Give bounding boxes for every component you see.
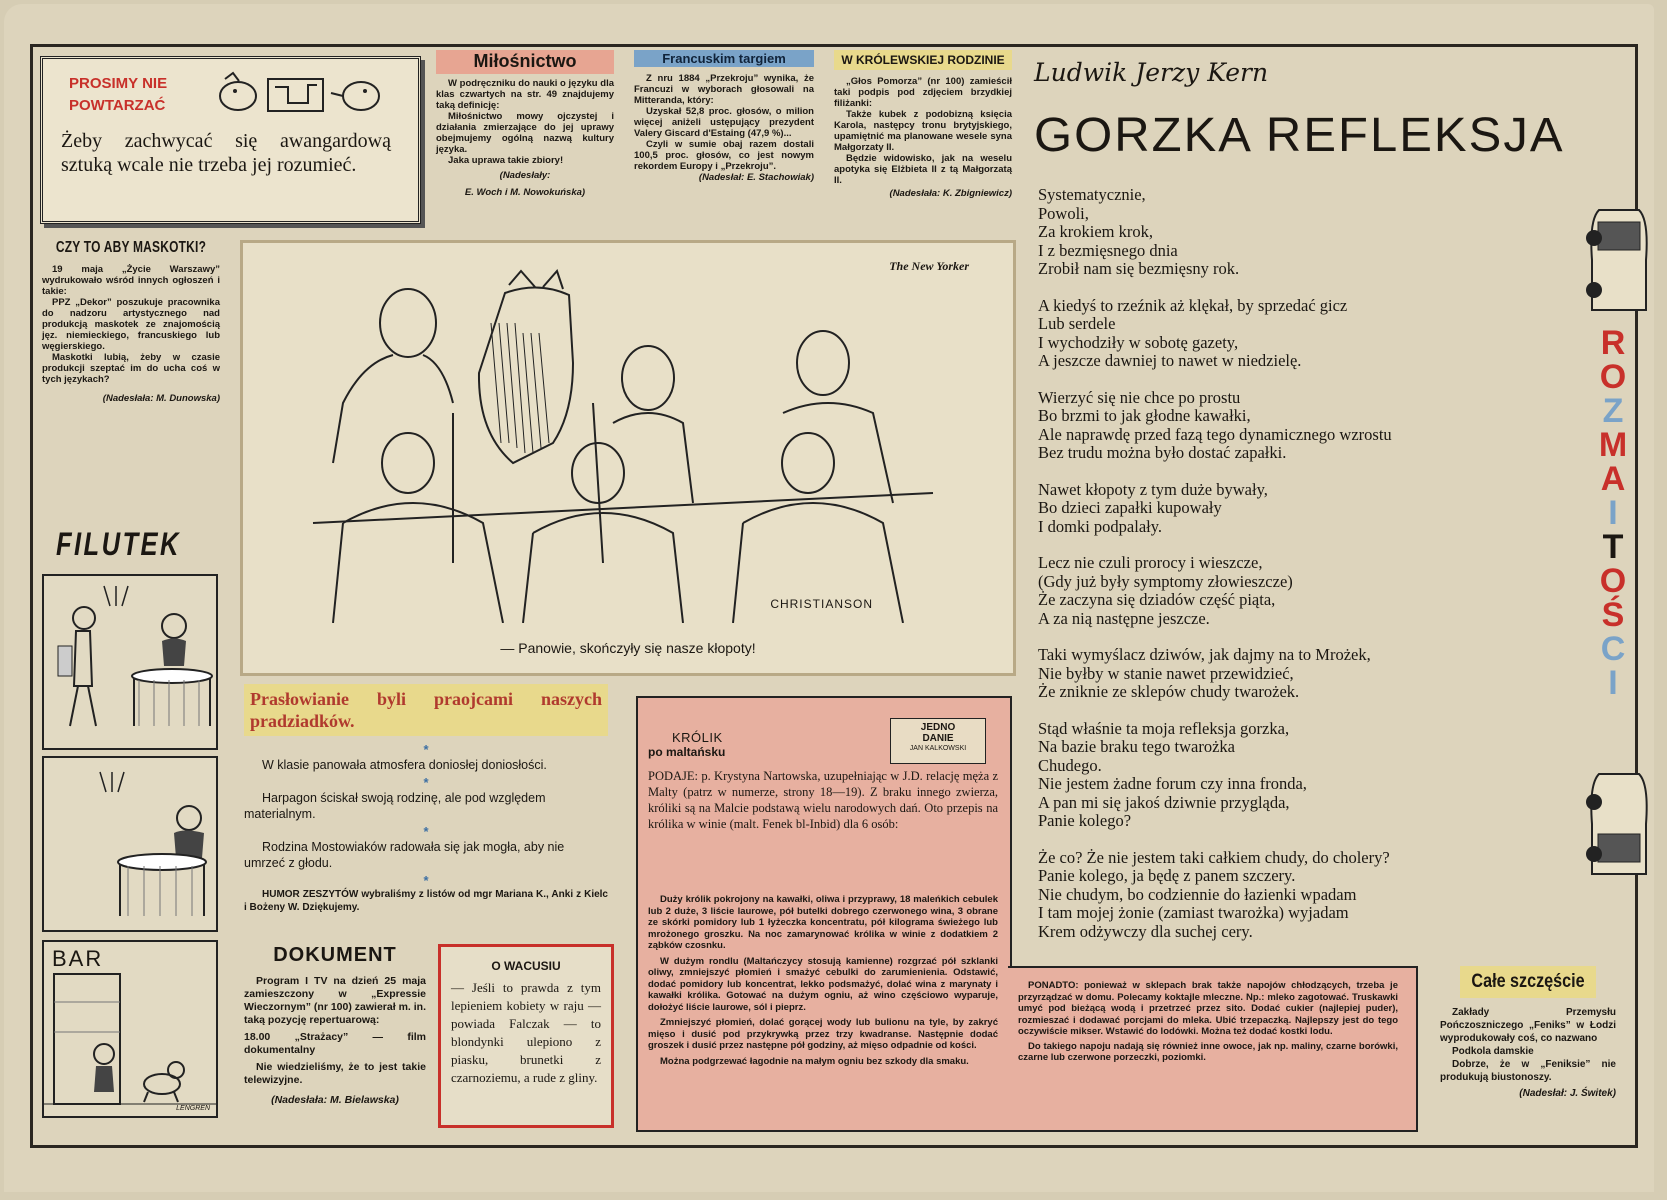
jedno-danie-author: JAN KALKOWSKI	[909, 745, 967, 752]
milosnictwo-section	[436, 50, 614, 198]
prosimy-body: Żeby zachwycać się awangardową sztuką wcale nie trzeba jej rozumieć.	[61, 130, 391, 176]
poem-line: Że zniknie ze sklepów chudy twarożek.	[1038, 682, 1300, 701]
rozmaitosci-letter: T	[1602, 528, 1624, 566]
dokument-p2: 18.00 „Strażacy” — film dokumentalny	[244, 1031, 426, 1056]
poem-line: Lub serdele	[1038, 314, 1116, 333]
poem-line: Bez trudu można było dostać zapałki.	[1038, 443, 1287, 462]
krolik-title-1: KRÓLIK	[672, 730, 723, 745]
krolik-p2: W dużym rondlu (Maltańczycy stosują kamienne) rozgrzać pół szklanki oliwy, zmniejszyć płomień i smażyć cebulki do zarumienienia. Odstawić, dodać pomidory lub koncentrat, lekko podsmażyć, dolać wina z marynaty i kawałki królika. Gotować na dużym ogniu, aż wino częściowo wyparuje, dołożyć liście laurowe, sól i pieprz.	[648, 955, 998, 1013]
milosnictwo-p3: Jaka uprawa takie zbiory!	[448, 155, 564, 166]
poem-line: Bo dzieci zapałki kupowały	[1038, 498, 1222, 517]
krolik-p3: Zmniejszyć płomień, dolać gorącej wody lub bulionu na tyle, by zakryć mięso i dusić pod przykrywką przez trzy kwadranse. Następnie dodać groszek i dusić przez następne pół godziny, aż mięso odpadnie od kości.	[648, 1017, 998, 1051]
krolik-box	[636, 696, 1012, 1132]
rozmaitosci-letter: I	[1608, 664, 1618, 702]
francuskim-signature: (Nadesłał: E. Stachowiak)	[698, 172, 814, 183]
prosimy-title: PROSIMY NIE POWTARZAĆ	[69, 75, 168, 114]
talking-heads-drawing	[213, 69, 413, 119]
poem-line: Nie jestem żadne forum czy inna fronda,	[1038, 774, 1307, 793]
krolewskiej-p1: „Głos Pomorza” (nr 100) zamieścił taki podpis pod zdjęciem brzydkiej filiżanki:	[834, 76, 1012, 109]
poem-line: Nawet kłopoty z tym duże bywały,	[1038, 479, 1268, 499]
praslowianie-p1: W klasie panowała atmosfera doniosłej doniosłości.	[262, 758, 547, 772]
cale-p3: Dobrze, że w „Feniksie” nie produkują biustonoszy.	[1440, 1059, 1616, 1083]
dokument-p1: Program I TV na dzień 25 maja zamieszczony w „Expressie Wieczornym” (nr 100) zawierał m. in. taką pozycję repertuarową:	[244, 975, 426, 1026]
cartoon-caption: — Panowie, skończyły się nasze kłopoty!	[500, 640, 756, 656]
krolik-p1: Duży królik pokrojony na kawałki, oliwa i przyprawy, 18 maleńkich cebulek lub 2 duże, 3 liście laurowe, pół butelki dobrego czerwonego wina, 3 obrane ze skórki pomidory lub 1 łyżeczka koncentratu, pół kilograma świeżego lub mrożonego groszku. Na noc zamarynować królika w winie z dodatkiem 2 ząbków czosnku.	[648, 894, 998, 951]
poem-line: Panie kolego, ja będę z panem szczery.	[1038, 866, 1296, 885]
poem-line: Systematycznie,	[1038, 185, 1146, 204]
cartoon-artist: CHRISTIANSON	[770, 597, 873, 611]
filutek-panel-2	[42, 756, 218, 932]
bar-sign: BAR	[52, 946, 104, 971]
poem-author: Ludwik Jerzy Kern	[1034, 58, 1269, 87]
krolewskiej-p2: Także kubek z podobizną księcia Karola, następcy tronu brytyjskiego, upamiętnić ma planowane wesele syna Małgorzaty II.	[834, 109, 1012, 153]
czy-title: CZY TO ABY MASKOTKI?	[55, 237, 207, 257]
praslowianie-star-2: *	[423, 775, 429, 790]
rozmaitosci-vertical	[1588, 326, 1638, 700]
poem-line: I domki podpalały.	[1038, 516, 1163, 536]
czy-p1: 19 maja „Życie Warszawy” wydrukowało wśród innych ogłoszeń i takie:	[42, 264, 220, 297]
poem-line: Że zaczyna się dziadów część piąta,	[1038, 590, 1276, 609]
cale-p1: Zakłady Przemysłu Pończoszniczego „Feniks” w Łodzi wyprodukowały coś, co nazwano	[1440, 1007, 1616, 1044]
car-bottom-icon	[1584, 764, 1654, 884]
krolewskiej-section	[834, 50, 1012, 199]
czy-section	[42, 237, 220, 404]
milosnictwo-p2: Miłośnictwo mowy ojczystej i działania zmierzające do jej uprawy obejmujemy ogólną nazwą kultury języka.	[436, 111, 614, 155]
krolewskiej-signature: (Nadesłała: K. Zbigniewicz)	[889, 188, 1012, 199]
francuskim-section	[634, 50, 814, 183]
rozmaitosci-letter: O	[1599, 358, 1627, 396]
czy-p2: PPZ „Dekor” poszukuje pracownika do nadzoru artystycznego nad produkcją maskotek ze znajomością jęz. niemieckiego, francuskiego lub węgierskiego.	[42, 297, 220, 352]
filutek-signature: LENGREN	[176, 1105, 210, 1112]
jedno-danie-line-2: DANIE	[922, 733, 954, 744]
krolik-intro: PODAJE: p. Krystyna Nartowska, uzupełniając w J.D. relację męża z Malty (patrz w numerze, strony 18—19). Z braku innego zwierza, króliki są na Malcie podstawą wielu narodowych dań. Oto przepis na królika w winie (malt. Fenek bl-Inbid) dla 6 osób:	[648, 769, 998, 831]
czy-signature: (Nadesłała: M. Dunowska)	[102, 393, 220, 404]
poem-line: I wychodziły w sobotę gazety,	[1038, 332, 1239, 352]
filutek-panel-1	[42, 574, 218, 750]
poem-line: Nie byłby w stanie nawet przewidzieć,	[1038, 663, 1294, 683]
filutek-panel-3	[42, 940, 218, 1118]
czy-p3: Maskotki lubią, żeby w czasie produkcji szeptać im do ucha coś w tych językach?	[42, 352, 220, 385]
poem-line: Powoli,	[1038, 203, 1089, 223]
krolik-title-2: po maltańsku	[648, 745, 726, 759]
wacus-box	[438, 944, 614, 1128]
francuskim-p3: Czyli w sumie obaj razem dostali 100,5 proc. głosów, co jest nowym rekordem Europy i „Przekroju”.	[634, 139, 814, 172]
milosnictwo-signature-2: E. Woch i M. Nowokuńska)	[464, 187, 586, 198]
poem-line: Krem odżywczy dla suchej cery.	[1038, 921, 1253, 941]
praslowianie-star-3: *	[423, 824, 429, 839]
praslowianie-footer: HUMOR ZESZYTÓW wybraliśmy z listów od mgr Mariana K., Anki z Kielc i Bożeny W. Dziękujemy.	[244, 889, 608, 913]
cale-p2: Podkola damskie	[1452, 1046, 1534, 1057]
krolik-recipe	[648, 894, 998, 1067]
newspaper-page	[4, 4, 1654, 1192]
poem-line: Zrobił nam się bezmięsny rok.	[1038, 259, 1240, 278]
rozmaitosci-letter: C	[1600, 630, 1626, 668]
poem-line: (Gdy już były symptomy złowieszcze)	[1038, 571, 1293, 591]
praslowianie-p3: Rodzina Mostowiaków radowała się jak mogła, aby nie umrzeć z głodu.	[244, 840, 565, 870]
krolik-p4: Można podgrzewać łagodnie na małym ogniu bez szkody dla smaku.	[660, 1055, 969, 1067]
jedno-danie-line-1: JEDNO	[920, 722, 956, 733]
poem-line: A za nią następne jeszcze.	[1038, 608, 1210, 628]
poem-line: Bo brzmi to jak głodne kawałki,	[1038, 406, 1251, 425]
rozmaitosci-letter: O	[1599, 562, 1627, 600]
ponadto-box	[1008, 966, 1418, 1132]
praslowianie-star-1: *	[423, 742, 429, 757]
poem-line: A jeszcze dawniej to nawet w niedzielę.	[1038, 351, 1302, 370]
poem-line: Lecz nie czuli prorocy i wieszcze,	[1038, 553, 1263, 572]
poem-line: A pan mi się jakoś dziwnie przygląda,	[1038, 792, 1290, 812]
poem-line: Wierzyć się nie chce po prostu	[1038, 387, 1241, 407]
poem-line: Panie kolego?	[1038, 811, 1132, 830]
francuskim-p2: Uzyskał 52,8 proc. głosów, o milion więcej aniżeli ustępujący prezydent Valery Giscard d'Estaing (47,9 %)...	[634, 106, 814, 139]
poem-line: I tam mojej żonie (zamiast twarożka) wyjadam	[1038, 903, 1349, 922]
ponadto-p1: PONADTO: ponieważ w sklepach brak także napojów chłodzących, trzeba je przyrządzać w domu. Polecamy koktajle mleczne. Np.: mleko zagotować. Truskawki umyć pod bieżącą wodą i przetrzeć przez sito. Dodać cukier (najlepiej puder), rozmieszać i dodawać porcjami do mleka. Ubić trzepaczką. Najlepszy jest do tego oczywiście mikser. Wstawić do lodówki. Można też dodać kostki lodu.	[1018, 980, 1398, 1037]
wacus-body: — Jeśli to prawda z tym lepieniem kobiety w raju — powiada Falczak — to blondynki ulepiono z piasku, brunetki z czarnoziemu, a rude z gliny.	[451, 980, 601, 1085]
dokument-signature: (Nadesłała: M. Bielawska)	[271, 1094, 399, 1106]
poem-stanza	[1038, 646, 1558, 702]
poem-stanza	[1038, 554, 1558, 628]
rozmaitosci-letter: R	[1600, 324, 1626, 362]
filutek-waiter-drawing	[44, 576, 216, 748]
poem-stanza	[1038, 849, 1558, 942]
rozmaitosci-letter: M	[1598, 426, 1628, 464]
poem-line: Ale naprawdę przed fazą tego dynamicznego wzrostu	[1038, 424, 1392, 444]
poem-title: GORZKA REFLEKSJA	[1034, 109, 1565, 162]
milosnictwo-p1: W podręczniku do nauki o języku dla klas czwartych na str. 49 znajdujemy taką definicję:	[436, 78, 614, 111]
ponadto-p2: Do takiego napoju nadają się również inne owoce, jak np. maliny, czarne borówki, czarne lub czerwone porzeczki, poziomki.	[1018, 1040, 1398, 1063]
poem-line: Chudego.	[1038, 755, 1102, 775]
rozmaitosci-letter: Ś	[1601, 596, 1625, 634]
praslowianie-title: Prasłowianie byli praojcami naszych pradziadków.	[244, 684, 608, 736]
praslowianie-star-4: *	[423, 873, 429, 888]
dokument-title: DOKUMENT	[273, 944, 397, 966]
poem-line: A kiedyś to rzeźnik aż klękał, by sprzedać gicz	[1038, 295, 1348, 315]
wacus-title: O WACUSIU	[491, 959, 561, 973]
poem-line: Za krokiem krok,	[1038, 222, 1154, 241]
krolewskiej-title: W KRÓLEWSKIEJ RODZINIE	[834, 50, 1012, 70]
rozmaitosci-letter: I	[1608, 494, 1618, 532]
poem-line: Że co? Że nie jestem taki całkiem chudy, do cholery?	[1038, 847, 1390, 867]
rozmaitosci-letter: Z	[1602, 392, 1624, 430]
poem-stanza	[1038, 297, 1558, 371]
francuskim-p1: Z nru 1884 „Przekroju” wynika, że Francuzi w wyborach głosowali na Mitteranda, który:	[634, 73, 814, 106]
krolewskiej-p3: Będzie widowisko, jak na weselu apotyka się Elżbieta II z tą Małgorzatą II.	[834, 153, 1012, 186]
car-top-icon	[1584, 200, 1654, 320]
cale-section	[1440, 966, 1616, 1099]
prosimy-box	[40, 56, 421, 224]
jedno-danie-logo	[890, 718, 986, 764]
milosnictwo-title: Miłośnictwo	[436, 50, 614, 74]
dokument-p3: Nie wiedzieliśmy, że to jest takie telewizyjne.	[244, 1061, 426, 1086]
filutek-logo: FILUTEK	[56, 526, 181, 562]
ponadto-text	[1018, 980, 1398, 1064]
francuskim-title: Francuskim targiem	[634, 50, 814, 67]
filutek-diner-drawing	[44, 758, 216, 930]
praslowianie-section	[244, 684, 608, 914]
poem-stanza	[1038, 389, 1558, 463]
poem-line: Stąd właśnie ta moja refleksja gorzka,	[1038, 718, 1290, 738]
rozmaitosci-letter: A	[1600, 460, 1626, 498]
cale-title: Całe szczęście	[1460, 966, 1596, 998]
poem-stanza	[1038, 720, 1558, 831]
cartoon-source: The New Yorker	[889, 259, 969, 273]
poem-line: I z bezmięsnego dnia	[1038, 240, 1178, 260]
poem-line: Na bazie braku tego twarożka	[1038, 737, 1235, 756]
cartoon-box	[240, 240, 1016, 676]
cartoon-drawing	[273, 263, 973, 623]
poem-line: Nie chudym, bo codziennie do łazienki wpadam	[1038, 884, 1357, 904]
poem-body	[1038, 186, 1558, 959]
poem-line: Taki wymyślacz dziwów, jak dajmy na to Mrożek,	[1038, 645, 1371, 664]
praslowianie-p2: Harpagon ściskał swoją rodzinę, ale pod względem materialnym.	[244, 791, 546, 821]
poem-stanza	[1038, 481, 1558, 537]
dokument-section	[244, 944, 426, 1106]
cale-signature: (Nadesłał: J. Świtek)	[1519, 1088, 1616, 1099]
poem-stanza	[1038, 186, 1558, 279]
milosnictwo-signature-1: (Nadesłały:	[499, 170, 551, 181]
